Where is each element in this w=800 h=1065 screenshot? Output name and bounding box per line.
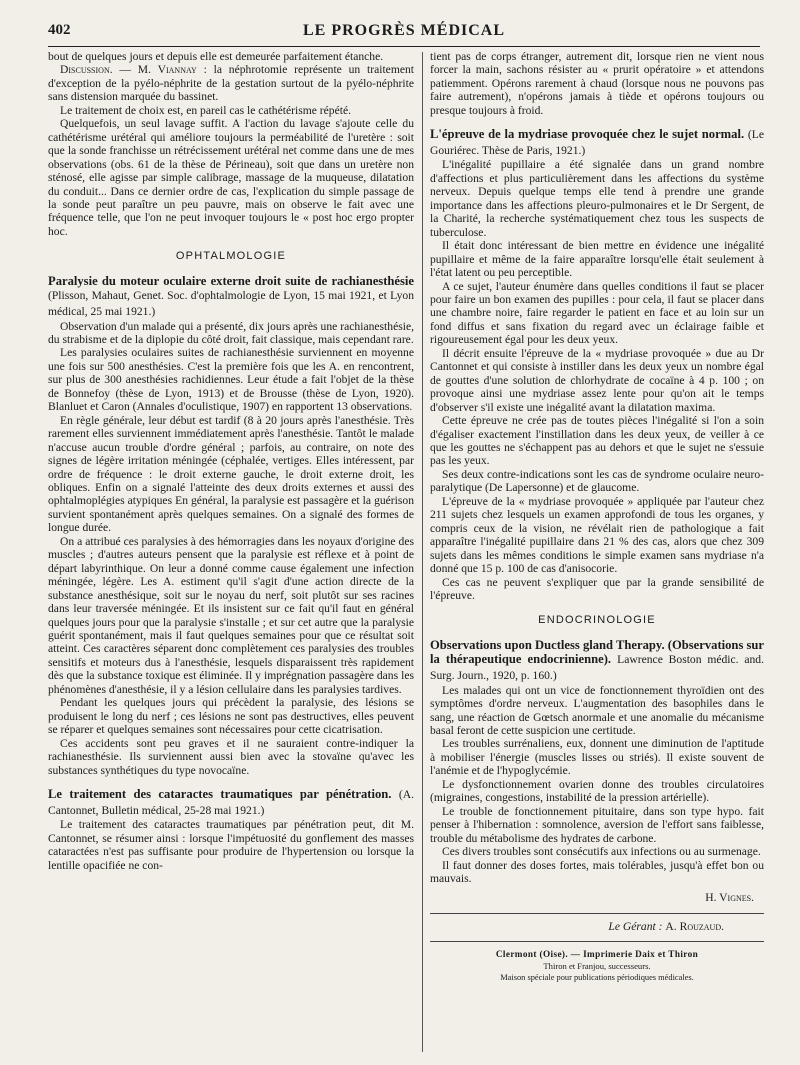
article-title-text: L'épreuve de la mydriase provoquée chez le sujet normal. [430, 127, 745, 142]
section-heading-endocrinologie: ENDOCRINOLOGIE [538, 614, 656, 627]
paragraph: Les malades qui ont un vice de fonctionnement thyroïdien ont des symptômes d'ordre nerveux. L'augmentation des basophiles dans le sang, une réaction de Gœtsch anormale et une anomalie du mécanisme basal feront de cette suspicion une certitude. [430, 683, 764, 737]
paragraph: En règle générale, leur début est tardif (8 à 20 jours après l'anesthésie. Très rarement elles surviennent immédiatement après l'anesthésie. Tantôt le malade n'accuse aucun trouble d'ordre général ; parfois, au contraire, on note des signes de légère irritation méningée (céphalée, vertiges. Elles intéressent, par ordre de fréquence : le droit externe gauche, le droit externe droit, les obliques. Enfin on a signalé l'atteinte des deux droits externes et aussi des ophtalmoplégies atypiques En général, la paralysie est passagère et la guérison survient spontanément après quelques semaines. On a signalé des formes de longue durée. [48, 413, 414, 535]
paragraph: Les troubles surrénaliens, eux, donnent une diminution de l'aptitude à mobiliser l'énergie (muscles lisses ou striés). Il existe souvent de l'anémie et de l'hypoglycémie. [430, 737, 764, 778]
section-heading-ophtalmologie: OPHTALMOLOGIE [175, 250, 287, 263]
gerant-name: A. Rouzaud. [665, 919, 724, 933]
paragraph: bout de quelques jours et depuis elle est demeurée parfaitement étanche. [48, 50, 384, 63]
article-reference: Lawrence Boston médic. and. Surg. Journ., 1920, p. 160.) [430, 653, 764, 683]
article-title-text: Observations upon Ductless gland Therapy. (Observations sur la thérapeutique endocrinienne). [430, 637, 764, 667]
gerant-line [430, 920, 764, 933]
article-title-text: Paralysie du moteur oculaire externe droit suite de rachianesthésie [48, 273, 414, 288]
footer-rule [430, 941, 764, 942]
page-number: 402 [48, 22, 71, 38]
paragraph: Ces cas ne peuvent s'expliquer que par la grande sensibilité de l'épreuve. [430, 575, 764, 602]
right-column [430, 50, 764, 1055]
page-header [48, 22, 760, 47]
imprint-line: Maison spéciale pour publications périodiques médicales. [500, 973, 694, 983]
article-title [48, 787, 414, 818]
article-title [48, 274, 414, 320]
paragraph: Le traitement de choix est, en pareil cas le cathétérisme répété. [60, 103, 351, 117]
paragraph: Ces divers troubles sont consécutifs aux infections ou au surmenage. [442, 845, 761, 859]
left-column [48, 50, 414, 1055]
imprint-line: Thiron et Franjou, successeurs. [543, 961, 651, 972]
paragraph: L'inégalité pupillaire a été signalée dans un grand nombre d'affections et plus particulièrement dans les affections du système nerveux. Depuis quelque temps elle tend à prendre une grande importance dans les affections pleuro-pulmonaires et le Dr Sergent, de la Charité, la recherche systématiquement chez tous les suspects de tuberculose. [430, 158, 764, 239]
paragraph: A ce sujet, l'auteur énumère dans quelles conditions il faut se placer pour faire un bon examen des pupilles : pour cela, il faut se placer dans une chambre noire, faire regarder le patient en face et au loin sur un fond diffus et sans fixation du regard avec un éclairage faible et rigoureusement égal pour les deux yeux. [430, 279, 764, 347]
paragraph: Cette épreuve ne crée pas de toutes pièces l'inégalité si l'on a soin d'égaliser exactement l'instillation dans les deux yeux, de veiller à ce que les gouttes ne s'échappent pas au dehors et que le sujet ne s'essuie pas les yeux. [430, 414, 764, 468]
column-divider [422, 52, 423, 1052]
paragraph: Ces accidents sont peu graves et il ne sauraient contre-indiquer la rachianesthésie. Ils surviennent aussi bien avec la stovaïne qu'avec les substances synthétiques du type novocaïne. [48, 736, 414, 777]
paragraph: Le dysfonctionnement ovarien donne des troubles circulatoires (migraines, congestions, instabilité de la pression artérielle). [430, 777, 764, 805]
article-title-text: Le traitement des cataractes traumatiques par pénétration. [48, 786, 392, 801]
article-title [430, 127, 764, 158]
discussion-label: Discussion. — M. Viannay : [60, 63, 207, 77]
paragraph: Il était donc intéressant de bien mettre en évidence une inégalité pupillaire et même de la faire apparaître lorsqu'elle était seulement à l'état latent ou peu perceptible. [430, 239, 764, 280]
author-signature: H. Vignes. [705, 891, 754, 905]
article-reference: (Plisson, Mahaut, Genet. Soc. d'ophtalmologie de Lyon, 15 mai 1921, et Lyon médical, 25 mai 1921.) [48, 289, 414, 318]
paragraph: Le traitement des cataractes traumatiques par pénétration peut, dit M. Cantonnet, se résumer ainsi : lorsque l'impétuosité du gonflement des masses cataractées n'est pas suffisante pour produire de l'hypertension ou lorsque la lentille opacifiée ne con- [48, 818, 414, 872]
paragraph: Les paralysies oculaires suites de rachianesthésie surviennent en moyenne une fois sur 500 anesthésies. C'est la première fois que les A. en rencontrent, sur plus de 300 anesthésies rachidiennes. Leur étude a fait l'objet de la thèse de Bonnefoy (thèse de Lyon, 1913) et de Brousse (thèse de Lyon, 1920). Blanluet et Caron (Annales d'oculistique, 1907) en rapportent 13 observations. [48, 346, 414, 414]
discussion-text: la néphrotomie représente un traitement d'exception de la pyélo-néphrite de la gestation surtout de la pyélo-néphrite sans distension marquée du bassinet. [48, 63, 414, 104]
paragraph: On a attribué ces paralysies à des hémorragies dans les noyaux d'origine des muscles ; d'autres auteurs pensent que la paralysie est réflexe et à point de départ labyrinthique. On leur a donné comme cause également une infection méningée, légère. Les A. estiment qu'il s'agit d'une action directe de la substance anesthésique, soit sur le noyau du nerf, soit plutôt sur ses racines dans leur traversée méningée. Et ils insistent sur ce fait qu'il faut en général quelques jours pour que la paralysie s'installe ; et sur cet autre que la paralysie guérit spontanément, mais il faut quelques semaines pour que ce résultat soit atteint. Ces caractères séparent donc complètement ces paralysies des troubles sensitifs et moteurs dus à l'anesthésie, lesquels disparaissent très rapidement dès que la substance toxique est éliminée. Il y imprégnation passagère dans les phénomènes d'anesthésie, il y a lésion cellulaire dans les paralysies tardives. [48, 534, 414, 696]
paragraph: Ses deux contre-indications sont les cas de syndrome oculaire neuro-paralytique (De Lapersonne) et de glaucome. [430, 467, 764, 495]
paragraph: Le trouble de fonctionnement pituitaire, dans son type hypo. fait penser à l'hibernation : somnolence, aversion de l'effort sans faiblesse, trouble du métabolisme des hydrates de carbone. [430, 804, 764, 845]
paragraph: Pendant les quelques jours qui précèdent la paralysie, des lésions se produisent le long du nerf ; ces lésions ne sont pas destructives, elles peuvent se réparer et quelques semaines sont nécessaires pour cette cicatrisation. [48, 696, 414, 737]
running-title: LE PROGRÈS MÉDICAL [302, 22, 506, 39]
paragraph: Quelquefois, un seul lavage suffit. A l'action du lavage s'ajoute celle du cathétérisme urétéral qui améliore toujours la perméabilité de l'uretère : soit que la sonde franchisse un rétrécissement urétéral net comme dans une de mes observations (obs. 61 de la thèse de Périneau), soit que dans un uretère non sténosé, elle agisse par simple calibrage, massage de la muqueuse, dilatation du conduit... Dans ce dernier ordre de cas, l'explication du simple passage de la sonde peut paraître un peu pauvre, mais on observe le fait avec une fréquence telle, que l'on ne peut invoquer toujours le « post hoc ergo propter hoc. [48, 117, 414, 238]
article-reference: (Le Gouriérec. Thèse de Paris, 1921.) [430, 128, 764, 157]
paragraph: Il faut donner des doses fortes, mais tolérables, jusqu'à effet bon ou mauvais. [430, 858, 764, 885]
printer-imprint [430, 948, 764, 984]
discussion-paragraph [48, 63, 414, 103]
gerant-label: Le Gérant : [608, 919, 663, 933]
article-reference: (A. Cantonnet, Bulletin médical, 25-28 mai 1921.) [48, 787, 414, 817]
paragraph: tient pas de corps étranger, autrement dit, lorsque rien ne vient nous forcer la main, sachons résister au « prurit opératoire » et attendons patiemment. Opérons rarement à chaud (lorsque nous ne pouvons pas faire autrement), n'opérons jamais à tiède et opérons toujours ou presque toujours à froid. [430, 50, 764, 117]
imprint-line: Clermont (Oise). — Imprimerie Daix et Thiron [495, 949, 699, 960]
paragraph: L'épreuve de la « mydriase provoquée » appliquée par l'auteur chez 211 sujets chez lesquels un examen approfondi de tous les organes, y compris ceux de la vision, ne révélait rien de pathologique a fait apparaître l'inégalité pupillaire dans 21 % des cas, alors que chez 309 sujets dans les mêmes conditions le simple examen sans mydriase n'a donné que 15 p. 100 de cas d'anisocorie. [430, 494, 764, 576]
footer-rule [430, 913, 764, 914]
paragraph: Il décrit ensuite l'épreuve de la « mydriase provoquée » due au Dr Cantonnet et qui consiste à instiller dans les deux yeux un nombre égal de gouttes d'une solution de chlorhydrate de cocaïne à 4 p. 100 ; on provoque ainsi une mydriase assez lente pour qu'on ait le temps d'observer s'il existe une inégalité avant la dilatation maxima. [430, 346, 764, 414]
paragraph: Observation d'un malade qui a présenté, dix jours après une rachianesthésie, du strabisme et de la diplopie du côté droit, fait classique, mais cependant rare. [48, 319, 414, 347]
article-title [430, 638, 764, 684]
